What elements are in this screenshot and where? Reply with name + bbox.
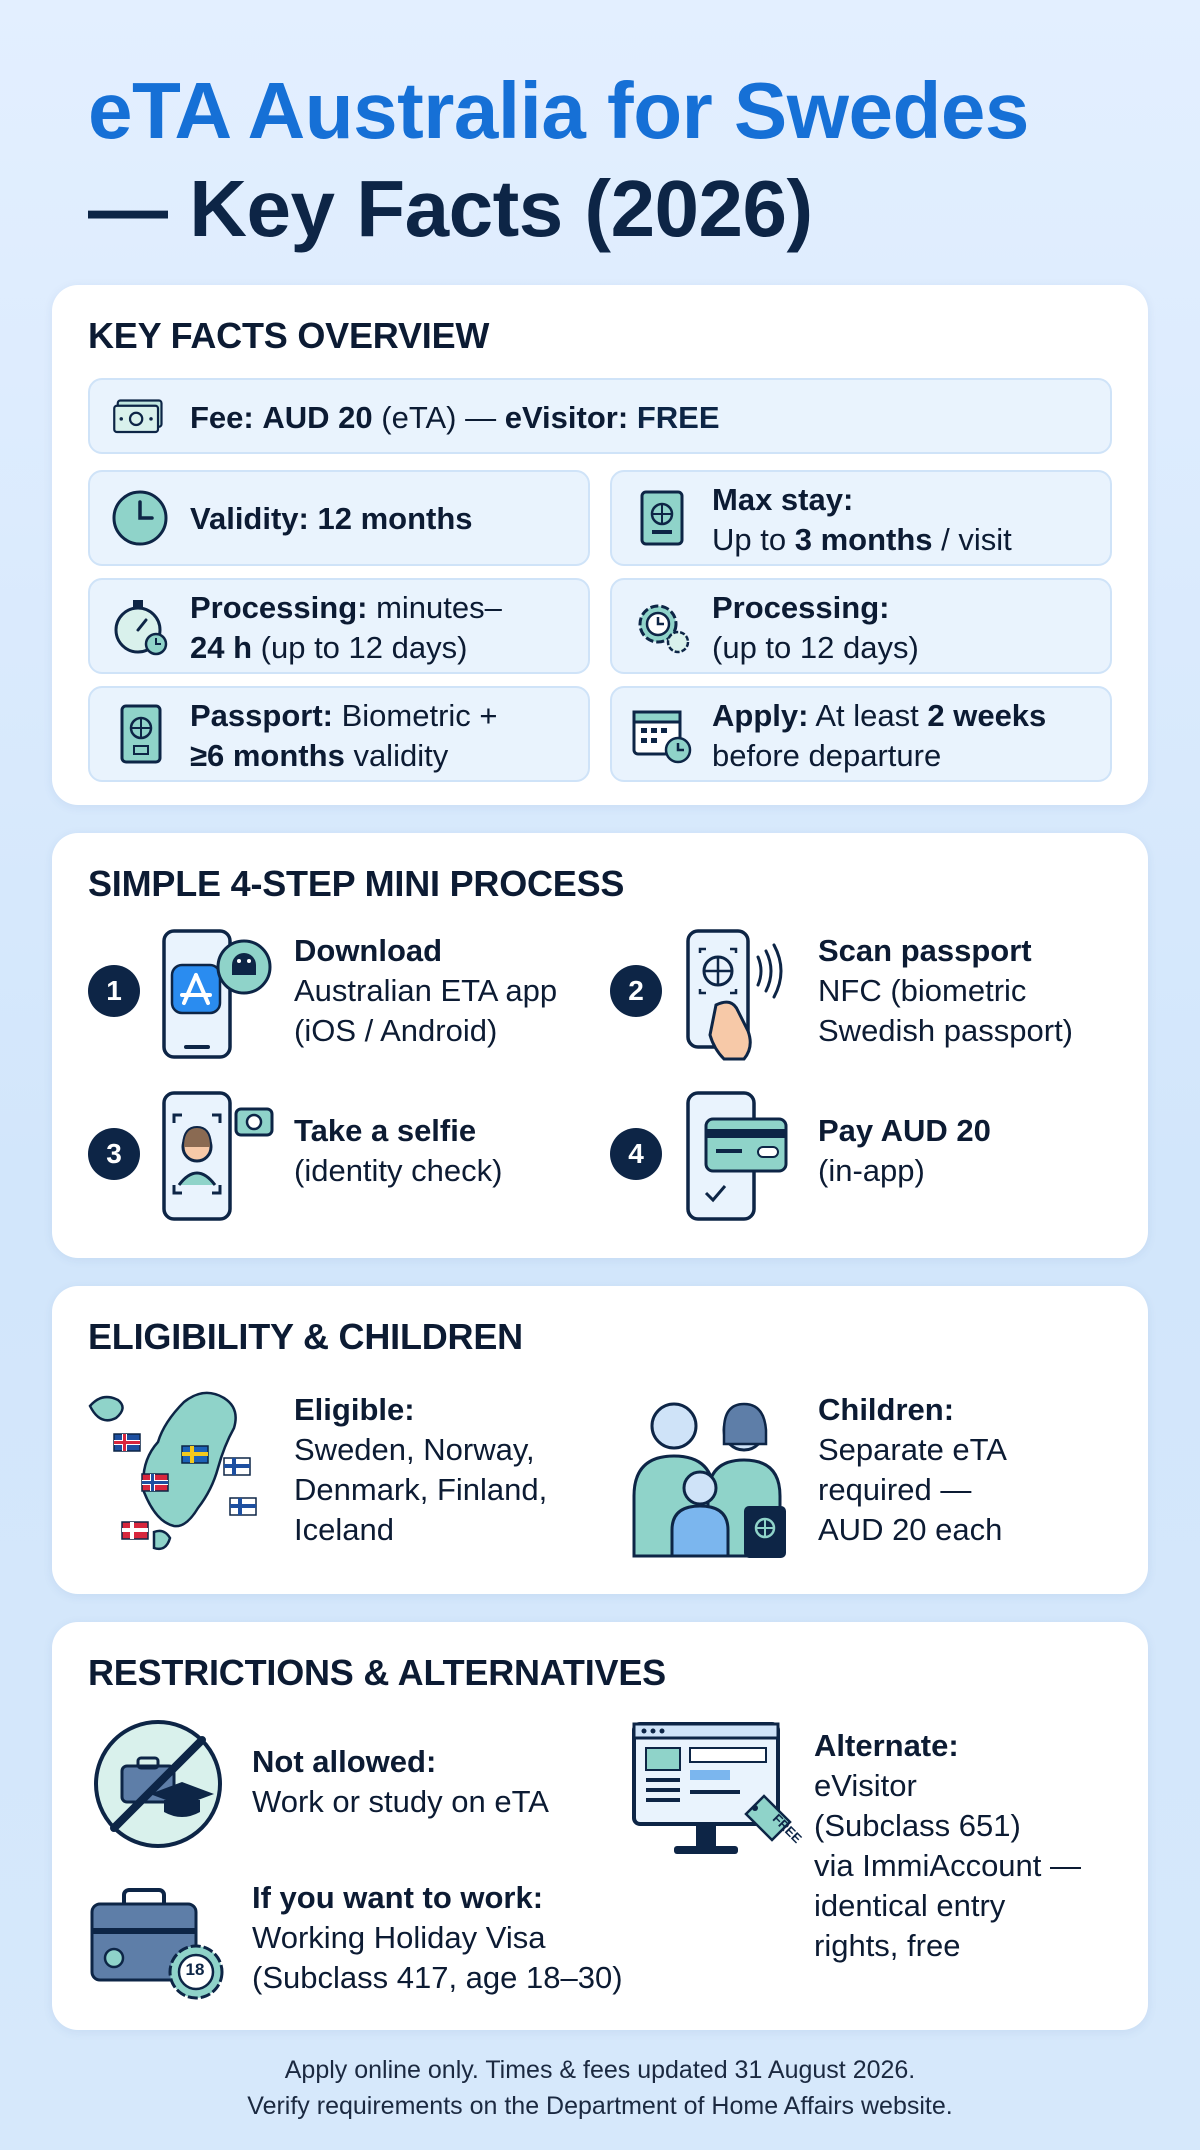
norway-flag-icon — [142, 1474, 168, 1491]
process-card — [52, 833, 1148, 1258]
page-title — [88, 62, 1138, 258]
stopwatch-icon — [108, 594, 172, 658]
footer-line-1: Apply online only. Times & fees updated 31 August 2026. — [284, 2056, 916, 2084]
processing-left-text: Processing: minutes– 24 h (up to 12 days) — [190, 590, 502, 665]
max-stay-fact — [610, 470, 1112, 566]
selfie-phone-icon — [152, 1089, 282, 1229]
footer-line-2: Verify requirements on the Department of Home Affairs website. — [247, 2092, 953, 2120]
step-3-number: 3 — [88, 1128, 140, 1180]
step-2-number: 2 — [610, 965, 662, 1017]
step-3-text: Take a selfie (identity check) — [294, 1113, 503, 1188]
computer-monitor-icon — [628, 1718, 798, 1868]
fee-text: Fee: AUD 20 (eTA) — eVisitor: FREE — [190, 400, 720, 435]
validity-fact — [88, 470, 590, 566]
eligibility-heading: ELIGIBILITY & CHILDREN — [88, 1316, 523, 1357]
validity-text: Validity: 12 months — [190, 501, 473, 536]
step-4-number: 4 — [610, 1128, 662, 1180]
no-work-study-icon — [88, 1714, 228, 1854]
age-badge: 18 — [185, 1960, 205, 1979]
finland-flag-icon — [224, 1458, 250, 1475]
gear-clock-icon — [630, 594, 694, 658]
nordic-map-icon — [84, 1382, 284, 1562]
title-line-2: — Key Facts (2026) — [88, 164, 813, 253]
card-payment-phone-icon — [676, 1089, 806, 1229]
step-4-text: Pay AUD 20 (in-app) — [818, 1113, 991, 1188]
step-1-number: 1 — [88, 965, 140, 1017]
iceland-flag-icon — [114, 1434, 140, 1451]
clock-icon — [108, 486, 172, 550]
calendar-clock-icon — [630, 702, 694, 766]
eligible-text: Eligible: Sweden, Norway, Denmark, Finland, Iceland — [294, 1392, 548, 1547]
restrictions-card — [52, 1622, 1148, 2030]
children-text: Children: Separate eTA required — AUD 20 each — [818, 1392, 1007, 1547]
footer-note — [0, 2052, 1200, 2124]
restrictions-heading: RESTRICTIONS & ALTERNATIVES — [88, 1652, 666, 1693]
finland-flag-icon — [230, 1498, 256, 1515]
app-store-phone-icon — [152, 927, 282, 1067]
process-heading: SIMPLE 4-STEP MINI PROCESS — [88, 863, 625, 904]
family-icon — [628, 1390, 798, 1560]
passport-text: Passport: Biometric + ≥6 months validity — [190, 698, 498, 773]
key-facts-card — [52, 285, 1148, 805]
eligibility-card — [52, 1286, 1148, 1594]
step-1-text: Download Australian ETA app (iOS / Android) — [294, 933, 558, 1048]
processing-fact-right — [610, 578, 1112, 674]
title-line-1: eTA Australia for Swedes — [88, 66, 1029, 155]
money-icon — [104, 390, 170, 446]
passport-icon — [630, 486, 694, 550]
step-2-text: Scan passport NFC (biometric Swedish passport) — [818, 933, 1074, 1048]
processing-right-text: Processing: (up to 12 days) — [712, 590, 919, 665]
apply-fact — [610, 686, 1112, 782]
denmark-flag-icon — [122, 1522, 148, 1539]
not-allowed-text: Not allowed: Work or study on eTA — [252, 1744, 549, 1819]
alternate-text: Alternate: eVisitor (Subclass 651) via ImmiAccount — identical entry rights, free — [814, 1728, 1082, 1963]
fee-fact — [88, 378, 1112, 454]
briefcase-gear-icon — [88, 1884, 228, 2004]
max-stay-text: Max stay: Up to 3 months / visit — [712, 482, 1012, 557]
sweden-flag-icon — [182, 1446, 208, 1463]
work-text: If you want to work: Working Holiday Visa (Subclass 417, age 18–30) — [252, 1880, 623, 1995]
free-tag: FREE — [769, 1810, 805, 1847]
passport-icon — [108, 702, 172, 766]
apply-text: Apply: At least 2 weeks before departure — [712, 698, 1047, 773]
processing-fact-left — [88, 578, 590, 674]
key-facts-heading: KEY FACTS OVERVIEW — [88, 315, 490, 356]
passport-fact — [88, 686, 590, 782]
phone-scan-icon — [676, 927, 806, 1067]
